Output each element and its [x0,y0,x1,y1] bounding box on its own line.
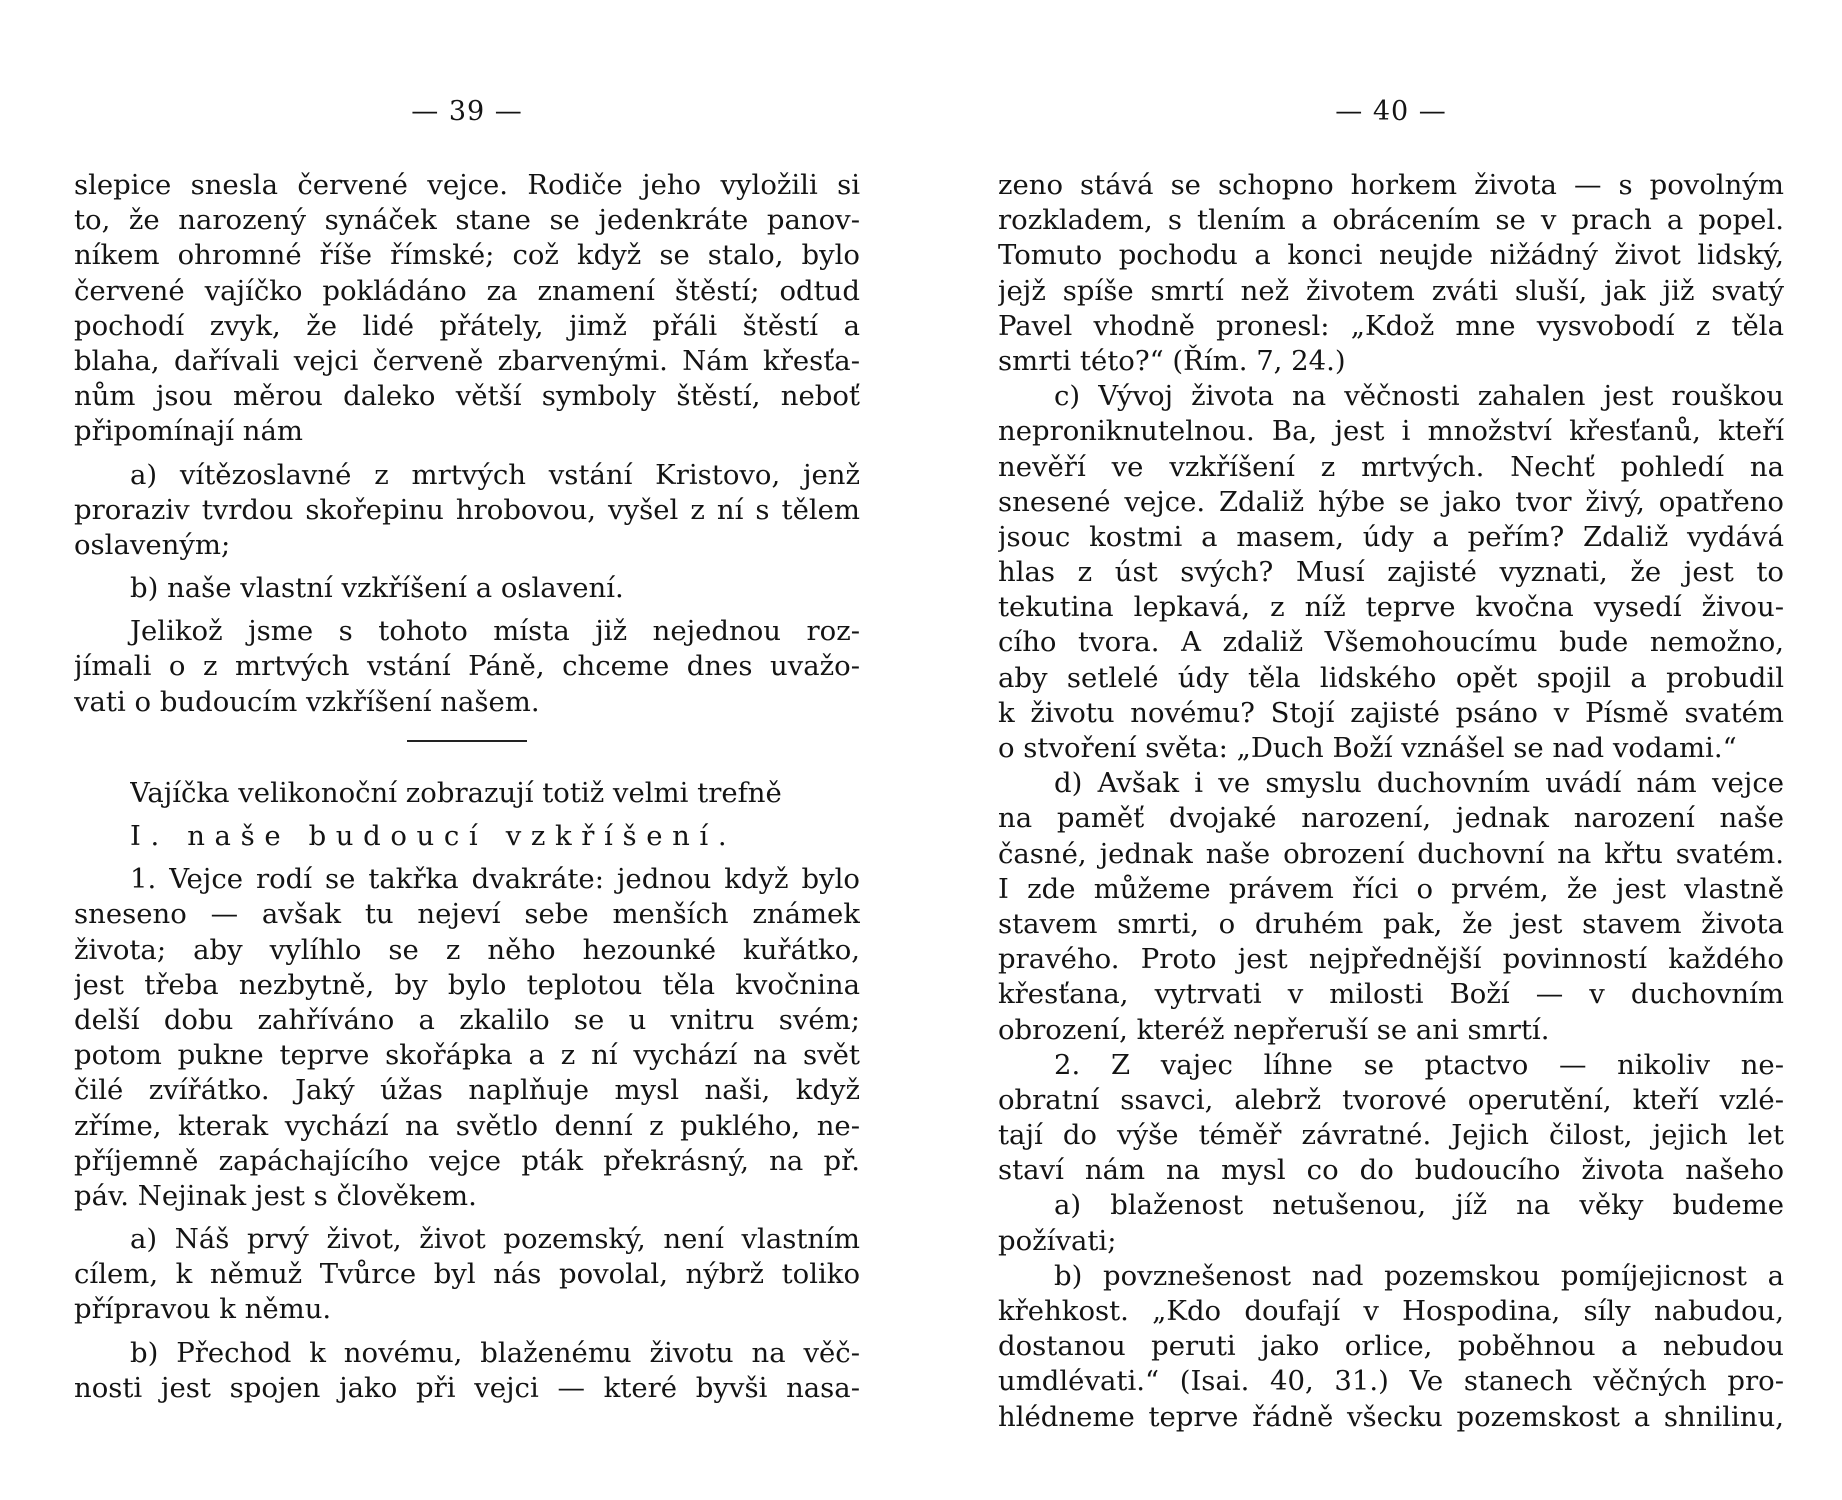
text-line: Vajíčka velikonoční zobrazují totiž velmi trefně [130,776,782,809]
paragraph [74,571,860,606]
heading-text: I. naše budoucí vzkříšení. [130,820,737,852]
text-line: oslaveným; [74,528,231,561]
text-line: b) Přechod k novému, blaženému životu na věč- [130,1336,860,1369]
text-line: snesené vejce. Zdaliž hýbe se jako tvor živý, opatřeno [998,485,1784,518]
text-line: I zde můžeme právem říci o prvém, že jest vlastně [998,872,1784,905]
text-line: jejž spíše smrtí než životem zváti sluší, jak již svatý [998,274,1784,307]
text-line: rozkladem, s tlením a obrácením se v prach a popel. [998,204,1784,237]
text-line: b) povznešenost nad pozemskou pomíjejicnost a [1054,1259,1784,1292]
text-line: připomínají nám [74,415,303,448]
text-line: zeno stává se schopno horkem života — s povolným [998,169,1784,201]
text-line: obrození, kteréž nepřeruší se ani smrtí. [998,1013,1550,1046]
text-line: potom pukne teprve skořápka a z ní vychází na svět [74,1039,860,1072]
text-line: jsouc kostmi a masem, údy a peřím? Zdaliž vydává [998,520,1784,553]
text-line: Jelikož jsme s tohoto místa již nejednou roz- [130,615,860,648]
text-line: to, že narozený synáček stane se jedenkráte panov- [74,204,860,237]
text-line: 1. Vejce rodí se takřka dvakráte: jednou když bylo [130,863,860,896]
page-body [998,168,1784,1435]
text-line: příjemně zapáchajícího vejce pták překrásný, na př. [74,1144,860,1177]
text-line: aby setlelé údy těla lidského opět spojil a probudil [998,661,1784,694]
text-line: čilé zvířátko. Jaký úžas naplňuje mysl naši, když [74,1074,860,1107]
text-line: nevěří ve vzkříšení z mrtvých. Nechť pohledí na [998,450,1784,483]
text-line: b) naše vlastní vzkříšení a oslavení. [130,572,624,605]
text-line: blaha, dařívali vejci červeně zbarvenými. Nám křesťa- [74,344,860,377]
paragraph-continued [74,493,860,563]
text-line: křehkost. „Kdo doufají v Hospodina, síly nabudou, [998,1295,1784,1327]
intro-line [74,776,860,811]
text-line: požívati; [998,1224,1117,1257]
text-line: neproniknutelnou. Ba, jest i množství křesťanů, kteří [998,415,1784,448]
text-line: Pavel vhodně pronesl: „Kdož mne vysvobodí z těla [998,309,1784,342]
right-page [998,96,1784,1435]
text-line: níkem ohromné říše římské; což když se stalo, bylo [74,239,860,272]
text-line: delší dobu zahříváno a zkalilo se u vnitru svém; [74,1003,860,1036]
text-line: sneseno — avšak tu nejeví sebe menších známek [74,898,860,931]
text-line: a) blaženost netušenou, jíž na věky budeme [1054,1189,1784,1222]
paragraph [74,1222,860,1328]
text-line: obratní ssavci, alebrž tvorové operutění, kteří vzlé- [998,1083,1784,1116]
text-line: k životu novému? Stojí zajisté psáno v Písmě svatém [998,696,1784,729]
paragraph [74,614,860,720]
paragraph [74,862,860,1214]
text-line: d) Avšak i ve smyslu duchovním uvádí nám vejce [1054,767,1784,800]
section-heading [74,819,860,854]
text-line: cílem, k němuž Tvůrce byl nás povolal, nýbrž toliko [74,1258,860,1291]
text-line: dostanou peruti jako orlice, poběhnou a nebudou [998,1330,1784,1363]
text-line: pochodí zvyk, že lidé přátely, jimž přáli štěstí a [74,309,860,342]
paragraph [74,458,860,493]
text-line: cího tvora. A zdaliž Všemohoucímu bude nemožno, [998,626,1784,659]
text-line: hlas z úst svých? Musí zajisté vyznati, že jest to [998,556,1784,589]
text-line: časné, jednak naše obrození duchovní na křtu svatém. [998,837,1784,870]
text-line: a) Náš prvý život, život pozemský, není vlastním [130,1223,860,1256]
text-line: o stvoření světa: „Duch Boží vznášel se nad vodami.“ [998,732,1737,764]
text-line: jímali o z mrtvých vstání Páně, chceme dnes uvažo- [74,650,860,683]
text-line: pravého. Proto jest nejpřednější povinností každého [998,943,1784,976]
text-line: páv. Nejinak jest s člověkem. [74,1179,477,1212]
text-line: staví nám na mysl co do budoucího života našeho [998,1154,1784,1187]
text-line: tají do výše téměř závratné. Jejich čilost, jejich let [998,1119,1784,1152]
text-line: a) vítězoslavné z mrtvých vstání Kristovo, jenž [130,458,860,491]
text-line: umdlévati.“ (Isai. 40, 31.) Ve stanech věčných pro- [998,1365,1784,1398]
text-line: 2. Z vajec líhne se ptactvo — nikoliv ne- [1054,1048,1784,1081]
text-line: křesťana, vytrvati v milosti Boží — v duchovním [998,978,1784,1011]
text-line: Tomuto pochodu a konci neujde nižádný život lidský, [998,239,1784,272]
text-line: přípravou k němu. [74,1293,332,1326]
left-page [74,96,860,1406]
text-line: na paměť dvojaké narození, jednak narození naše [998,802,1784,835]
text-line: smrti této?“ (Řím. 7, 24.) [998,344,1346,377]
text-line: jest třeba nezbytně, by bylo teplotou těla kvočnina [74,968,860,1001]
text-line: života; aby vylíhlo se z něho hezounké kuřátko, [74,933,860,966]
text-line: c) Vývoj života na věčnosti zahalen jest rouškou [1054,380,1784,413]
text-line: nosti jest spojen jako při vejci — které byvši nasa- [74,1371,860,1404]
text-line: hlédneme teprve řádně všecku pozemskost a shnilinu, [998,1400,1784,1433]
text-line: vati o budoucím vzkříšení našem. [74,685,540,718]
text-line: zříme, kterak vychází na světlo denní z puklého, ne- [74,1109,860,1142]
section-divider [407,740,527,742]
text-line: stavem smrti, o druhém pak, že jest stavem života [998,907,1784,940]
paragraph [74,168,860,450]
text-line: červené vajíčko pokládáno za znamení štěstí; odtud [74,274,860,307]
text-line: nům jsou měrou daleko větší symboly štěstí, neboť [74,380,860,413]
text-line: tekutina lepkavá, z níž teprve kvočna vysedí živou- [998,591,1784,624]
page-number: — 40 — [1335,96,1447,127]
text-line: proraziv tvrdou skořepinu hrobovou, vyšel z ní s tělem [74,493,860,526]
paragraph [74,1336,860,1406]
text-line: slepice snesla červené vejce. Rodiče jeho vyložili si [74,169,860,201]
page-number: — 39 — [411,96,523,127]
